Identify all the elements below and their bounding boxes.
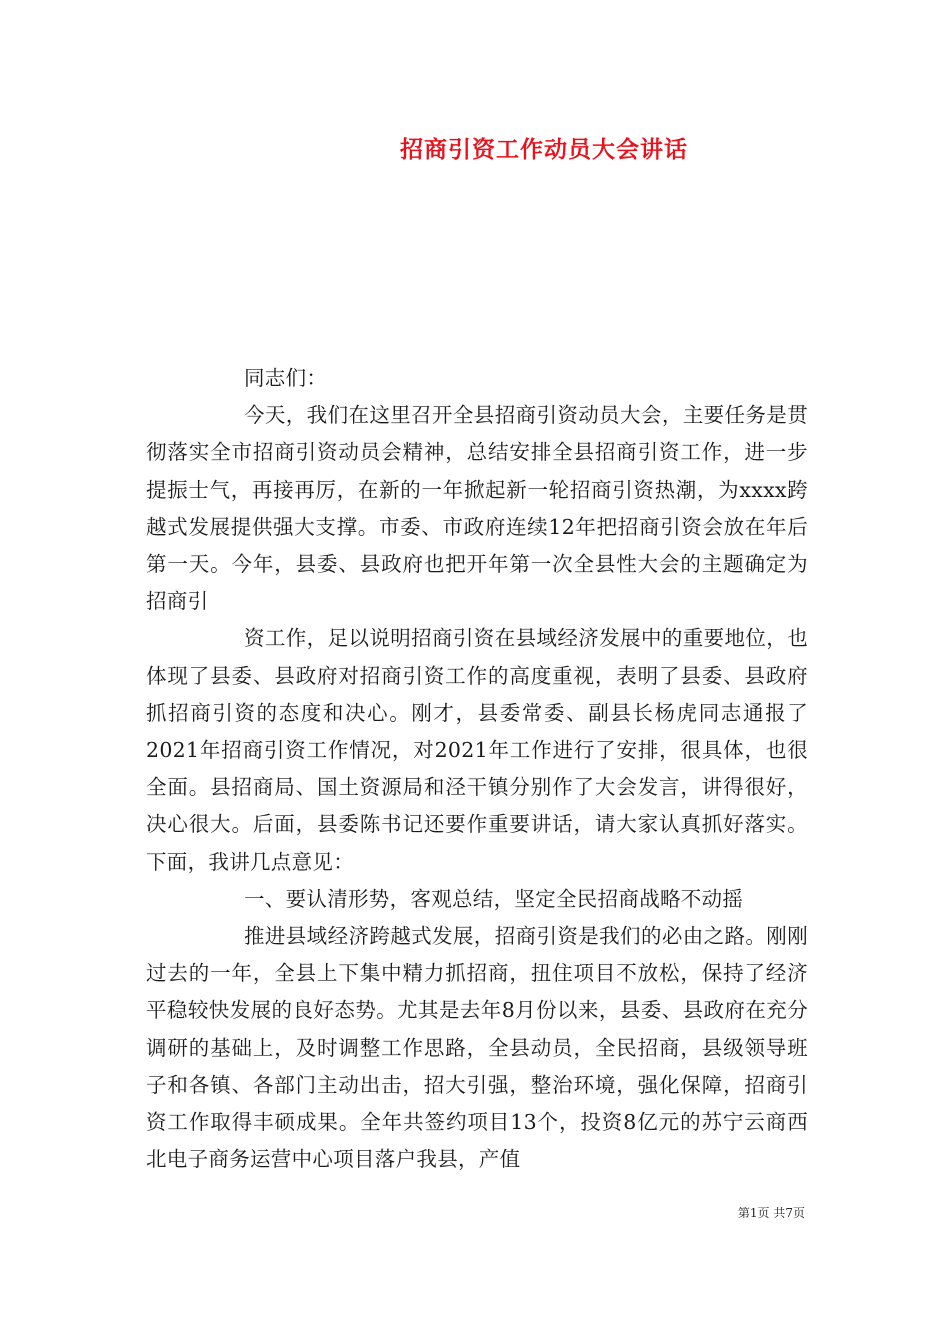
page-number: 第1页 共7页 (737, 1206, 805, 1220)
document-body (146, 360, 808, 1178)
document-title: 招商引资工作动员大会讲话 (400, 136, 688, 163)
paragraph-2: 资工作，足以说明招商引资在县域经济发展中的重要地位，也体现了县委、县政府对招商引资工作的高度重视，表明了县委、县政府抓招商引资的态度和决心。刚才，县委常委、副县长杨虎同志通报了2021年招商引资工作情况，对2021年工作进行了安排，很具体，也很全面。县招商局、国土资源局和泾干镇分别作了大会发言，讲得很好，决心很大。后面，县委陈书记还要作重要讲话，请大家认真抓好落实。下面，我讲几点意见： (146, 626, 808, 874)
salutation: 同志们： (244, 366, 328, 390)
paragraph-3: 推进县域经济跨越式发展，招商引资是我们的必由之路。刚刚过去的一年，全县上下集中精力抓招商，扭住项目不放松，保持了经济平稳较快发展的良好态势。尤其是去年8月份以来，县委、县政府在充分调研的基础上，及时调整工作思路，全县动员，全民招商，县级领导班子和各镇、各部门主动出击，招大引强，整治环境，强化保障，招商引资工作取得丰硕成果。全年共签约项目13个，投资8亿元的苏宁云商西北电子商务运营中心项目落户我县，产值 (146, 924, 808, 1172)
section-heading-1: 一、要认清形势，客观总结，坚定全民招商战略不动摇 (244, 886, 744, 911)
paragraph-1: 今天，我们在这里召开全县招商引资动员大会，主要任务是贯彻落实全市招商引资动员会精神，总结安排全县招商引资工作，进一步提振士气，再接再厉，在新的一年掀起新一轮招商引资热潮，为xxxx跨越式发展提供强大支撑。市委、市政府连续12年把招商引资会放在年后第一天。今年，县委、县政府也把开年第一次全县性大会的主题确定为招商引 (146, 403, 808, 614)
